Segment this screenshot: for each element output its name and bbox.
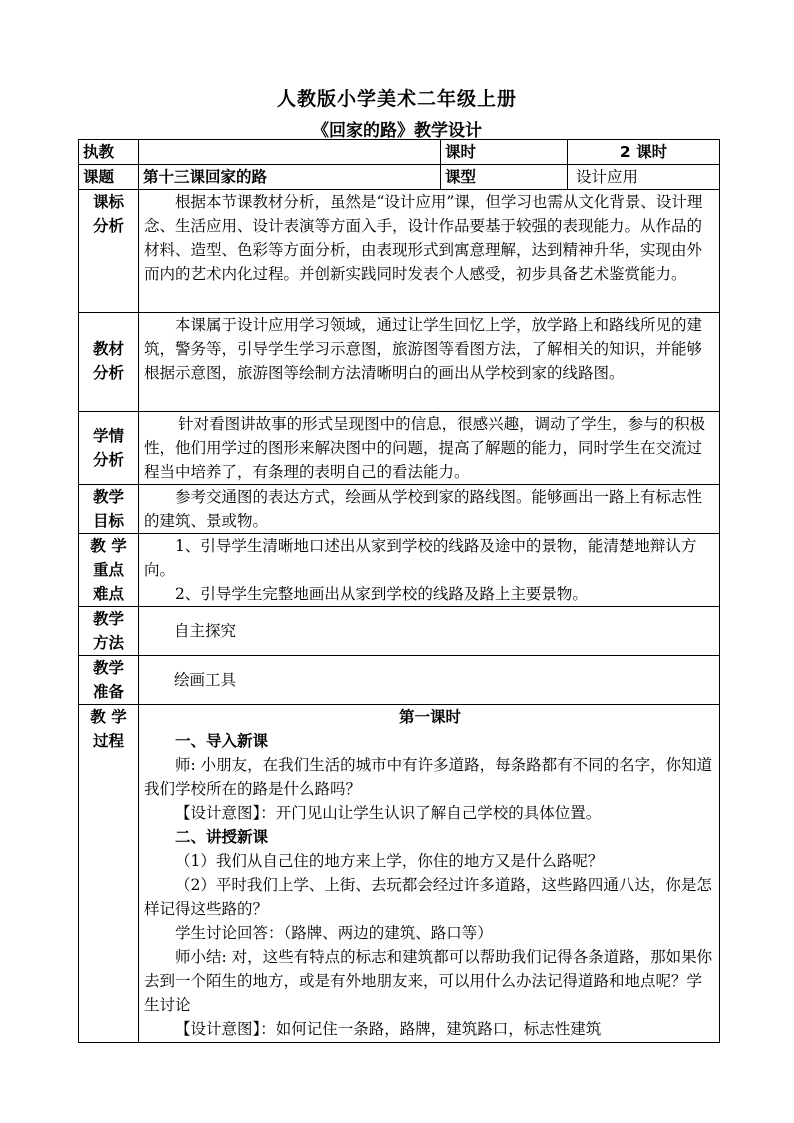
teaching-goal-label: [79, 485, 139, 534]
period-label: 课时: [441, 140, 568, 165]
topic-label: 课题: [79, 165, 139, 190]
label-line: 教学: [92, 488, 124, 506]
label-line: 教 学: [90, 537, 127, 555]
document-title: 人教版小学美术二年级上册: [276, 88, 517, 110]
label-line: 教 学: [90, 708, 127, 726]
type-label: 课型: [441, 165, 568, 190]
type-value: 设计应用: [568, 165, 720, 190]
row-teaching-goal: [79, 485, 720, 534]
topic-value: 第十三课回家的路: [139, 165, 441, 190]
label-line: 教学: [92, 659, 124, 677]
label-line: 难点: [92, 585, 124, 603]
row-teaching-method: [79, 607, 720, 656]
prep-value: 绘画工具: [174, 671, 237, 689]
row-curriculum-analysis: [79, 190, 720, 313]
teaching-process-text: [139, 705, 720, 1043]
label-line: 教材: [92, 340, 124, 358]
teaching-goal-text: [139, 485, 720, 534]
paragraph: （2）平时我们上学、上街、去玩都会经过许多道路，这些路四通八达，你是怎样记得这些路的？: [144, 876, 712, 918]
teaching-prep-text: [139, 656, 720, 705]
label-line: 学情: [92, 427, 124, 445]
design-intent: 【设计意图】：开门见山让学生认识了解自己学校的具体位置。: [175, 804, 602, 822]
key-points-text: [139, 534, 720, 607]
row-teaching-process: [79, 705, 720, 1043]
label-line: 分析: [92, 364, 124, 382]
method-value: 自主探究: [174, 622, 237, 640]
lesson-title: 第一课时: [398, 708, 461, 726]
label-line: 过程: [92, 732, 124, 750]
section-heading: 一、导入新课: [175, 732, 269, 750]
paragraph: 学生讨论回答：（路牌、两边的建筑、路口等）: [175, 924, 493, 942]
row-topic: [79, 165, 720, 190]
teacher-label: 执教: [79, 140, 139, 165]
label-line: 课标: [92, 193, 124, 211]
row-learner-analysis: [79, 412, 720, 485]
key-point-2: 2、引导学生完整地画出从家到学校的线路及路上主要景物。: [175, 585, 588, 603]
label-line: 方法: [92, 634, 124, 652]
paragraph: 师小结: 对，这些有特点的标志和建筑都可以帮助我们记得各条道路，那如果你去到一个陌生的地方，或是有外地朋友来，可以用什么办法记得道路和地点呢？学生讨论: [144, 948, 713, 1014]
row-teacher: [79, 140, 720, 165]
section-heading: 二、讲授新课: [175, 828, 269, 846]
paragraph: 师: 小朋友，在我们生活的城市中有许多道路，每条路都有不同的名字，你知道我们学校所在的路是什么路吗？: [144, 756, 713, 798]
label-line: 分析: [92, 451, 124, 469]
label-line: 重点: [92, 561, 124, 579]
paragraph: 根据本节课教材分析，虽然是“设计应用”课，但学习也需从文化背景、设计理念、生活应用、设计表演等方面入手，设计作品要基于较强的表现能力。从作品的材料、造型、色彩等方面分析，由表现形式到寓意理解，达到精神升华，实现由外而内的艺术内化过程。并创新实践同时发表个人感受，初步具备艺术鉴赏能力。: [144, 193, 703, 283]
material-analysis-label: [79, 313, 139, 412]
curriculum-analysis-label: [79, 190, 139, 313]
label-line: 目标: [92, 512, 124, 530]
teaching-method-label: [79, 607, 139, 656]
label-line: 教学: [92, 610, 124, 628]
key-points-label: [79, 534, 139, 607]
learner-analysis-text: [139, 412, 720, 485]
teaching-prep-label: [79, 656, 139, 705]
paragraph: （1）我们从自己住的地方来上学，你住的地方又是什么路呢？: [175, 852, 604, 870]
row-key-points: [79, 534, 720, 607]
document-subtitle: 《回家的路》教学设计: [312, 121, 482, 141]
label-line: 分析: [92, 217, 124, 235]
period-value: 2 课时: [568, 140, 720, 165]
row-teaching-prep: [79, 656, 720, 705]
learner-analysis-label: [79, 412, 139, 485]
teaching-process-label: [79, 705, 139, 1043]
teacher-value: [139, 140, 441, 165]
design-intent: 【设计意图】：如何记住一条路，路牌，建筑路口，标志性建筑: [175, 1020, 602, 1038]
teaching-method-text: [139, 607, 720, 656]
row-material-analysis: [79, 313, 720, 412]
material-analysis-text: [139, 313, 720, 412]
curriculum-analysis-text: [139, 190, 720, 313]
paragraph: 针对看图讲故事的形式呈现图中的信息，很感兴趣，调动了学生，参与的积极性，他们用学过的图形来解决图中的问题，提高了解题的能力，同时学生在交流过程当中培养了，有条理的表明自己的看法能力。: [144, 415, 706, 481]
key-point-1: 1、引导学生清晰地口述出从家到学校的线路及途中的景物，能清楚地辩认方向。: [144, 537, 697, 579]
label-line: 准备: [92, 683, 124, 701]
lesson-plan-table: [78, 139, 720, 1043]
paragraph: 参考交通图的表达方式，绘画从学校到家的路线图。能够画出一路上有标志性的建筑、景或物。: [144, 488, 703, 530]
paragraph: 本课属于设计应用学习领域，通过让学生回忆上学，放学路上和路线所见的建筑，警务等，引导学生学习示意图，旅游图等看图方法，了解相关的知识，并能够根据示意图，旅游图等绘制方法清晰明白的画出从学校到家的线路图。: [144, 316, 703, 382]
